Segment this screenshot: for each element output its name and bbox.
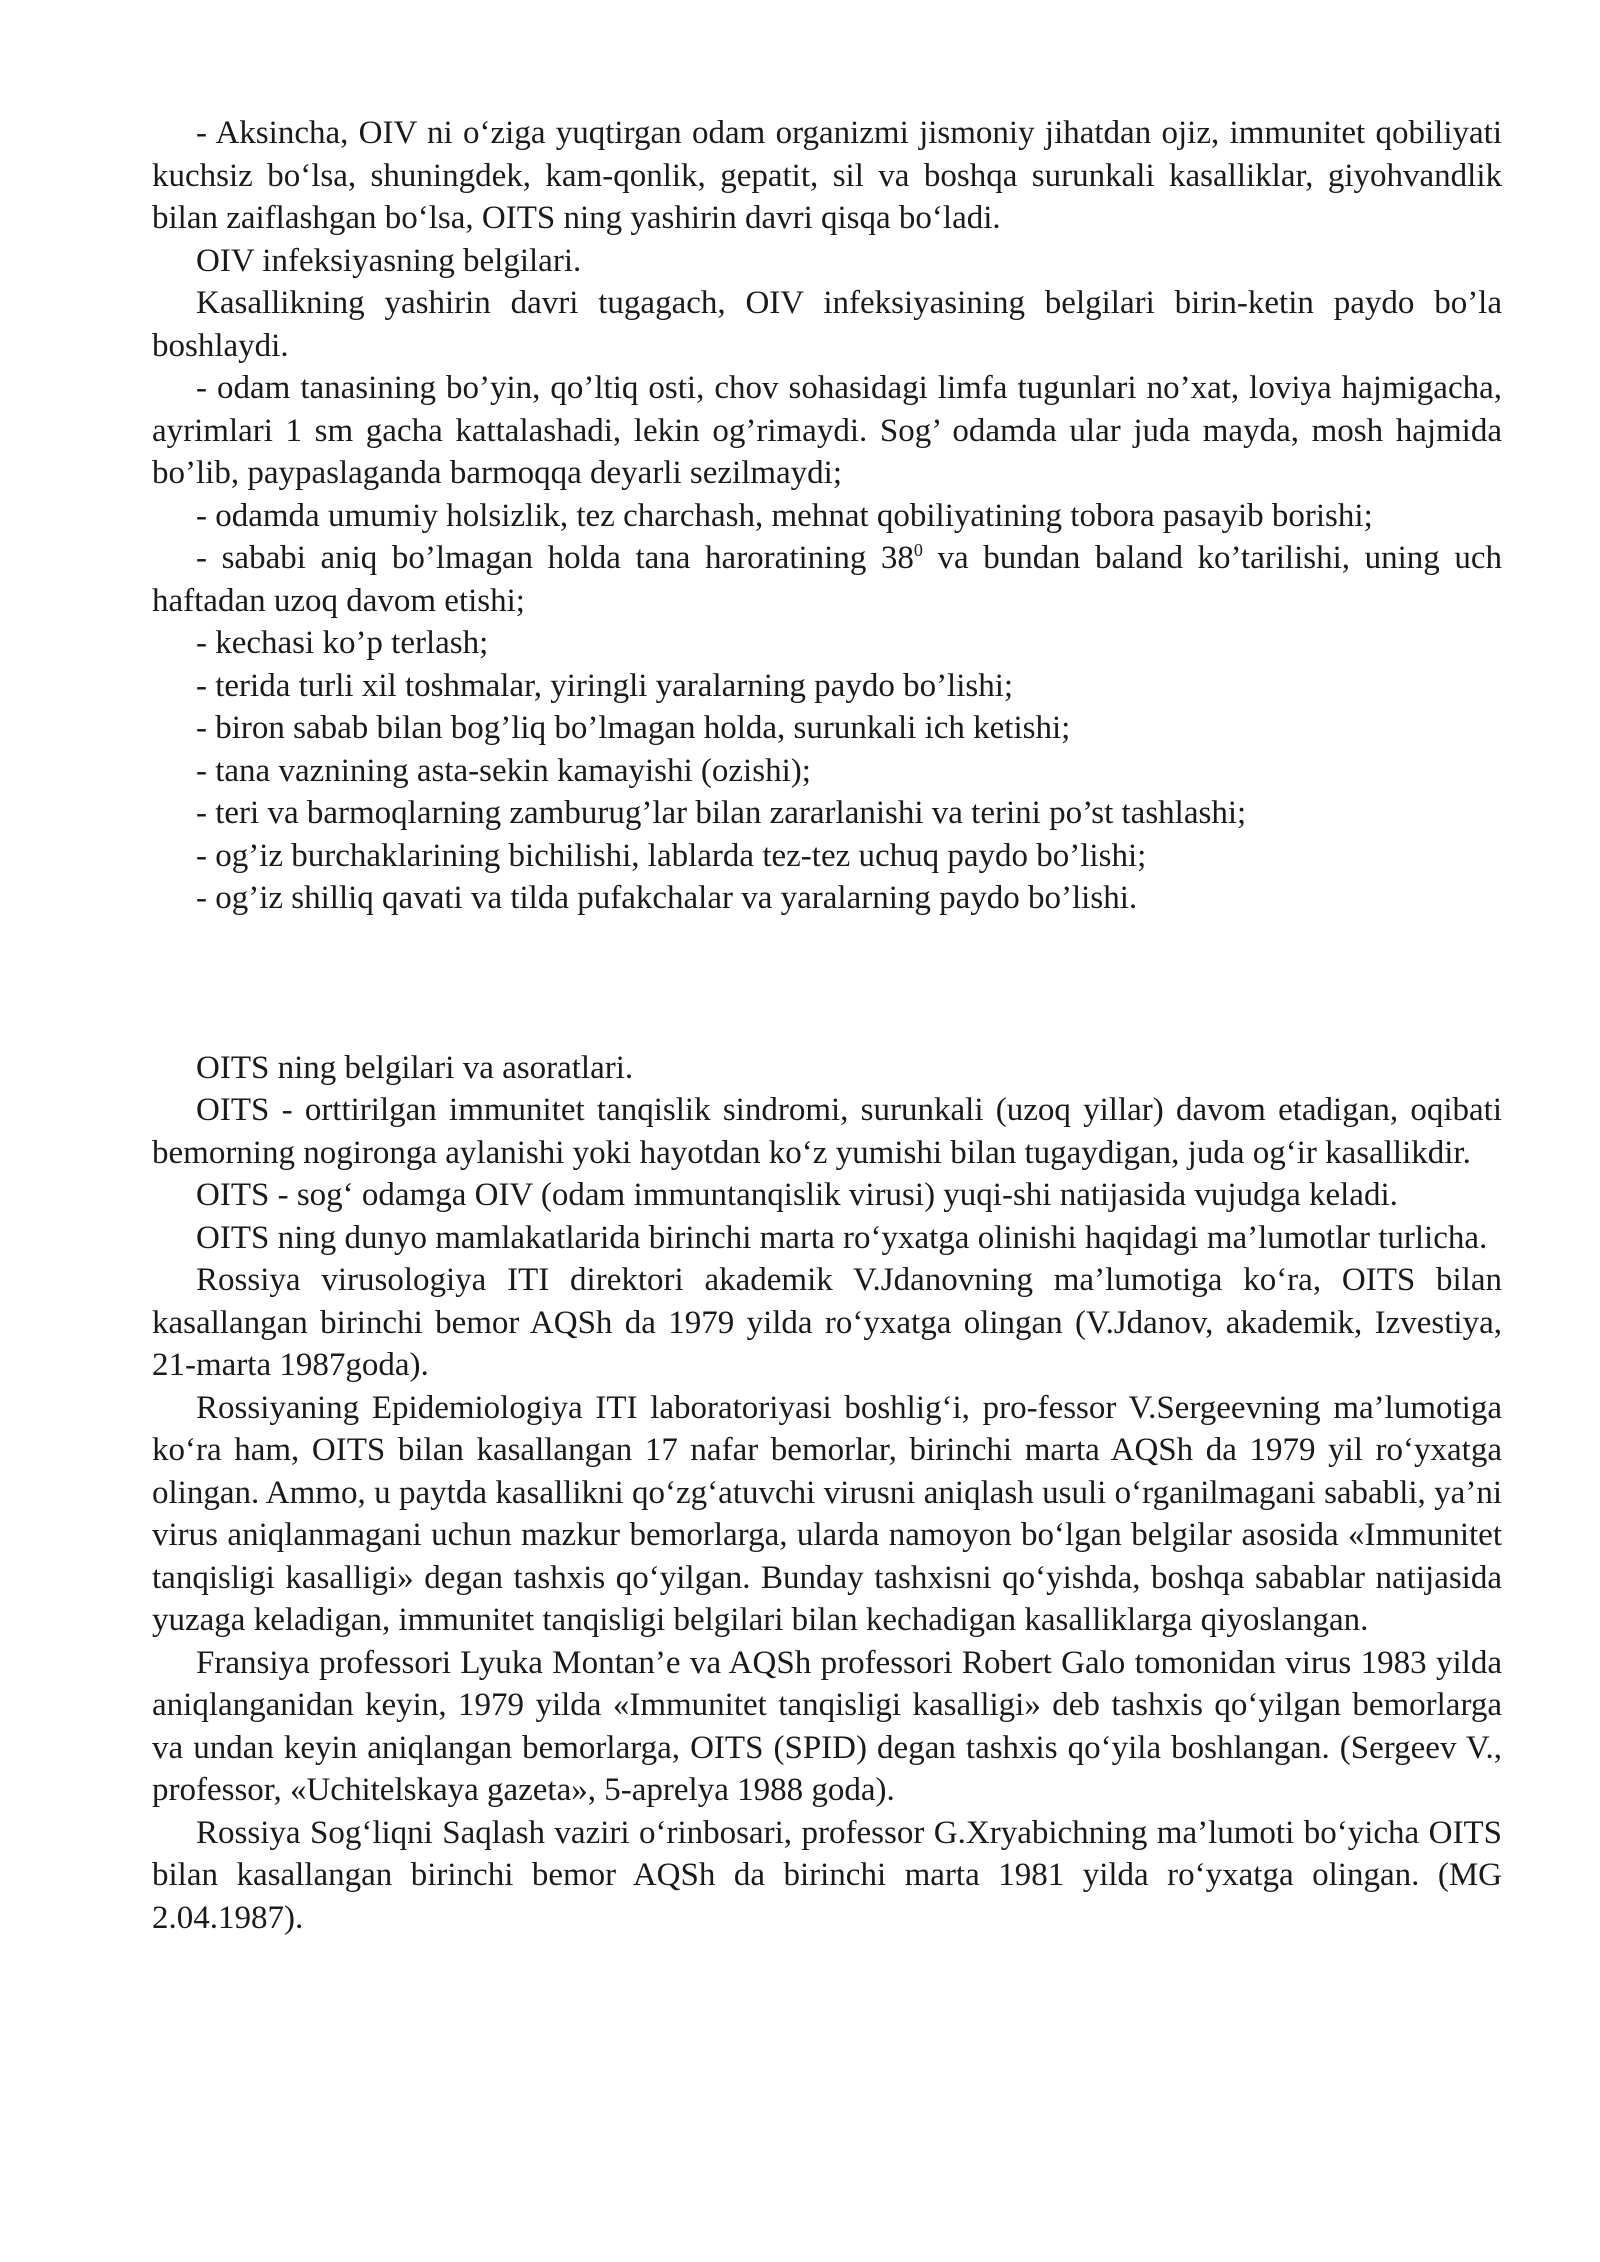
superscript: 0: [913, 540, 923, 560]
section-heading: OITS ning belgilari va asoratlari.: [196, 1049, 634, 1086]
list-item: - og’iz burchaklarining bichilishi, lablarda tez-tez uchuq paydo bo’lishi;: [196, 837, 1147, 874]
list-item: - teri va barmoqlarning zamburug’lar bilan zararlanishi va terini po’st tashlashi;: [196, 795, 1247, 831]
section-spacer: [152, 920, 1502, 1047]
paragraph: Rossiya Sog‘liqni Saqlash vaziri o‘rinbosari, professor G.Xryabichning ma’lumoti bo‘yicha OITS bilan kasallangan birinchi bemor AQSh da birinchi marta 1981 yilda ro‘yxatga olingan. (MG 2.04.1987).: [152, 1814, 1502, 1936]
list-item: - og’iz shilliq qavati va tilda pufakchalar va yaralarning paydo bo’lishi.: [196, 880, 1138, 916]
paragraph: OITS - sog‘ odamga OIV (odam immuntanqislik virusi) yuqi-shi natijasida vujudga keladi.: [196, 1177, 1398, 1213]
paragraph: Rossiyaning Epidemiologiya ITI laboratoriyasi boshlig‘i, pro-fessor V.Sergeevning ma’lumotiga ko‘ra ham, OITS bilan kasallangan 17 nafar bemorlar, birinchi marta AQSh da 1979 yil ro‘yxatga olingan. Ammo, u paytda kasallikni qo‘zg‘atuvchi virusni aniqlash usuli o‘rganilmagani sababli, ya’ni virus aniqlanmagani uchun mazkur bemorlarga, ularda namoyon bo‘lgan belgilar asosida «Immunitet tanqisligi kasalligi» degan tashxis qo‘yilgan. Bunday tashxisni qo‘yishda, boshqa sabablar natijasida yuzaga keladigan, immunitet tanqisligi belgilari bilan kechadigan kasalliklarga qiyoslangan.: [152, 1389, 1502, 1638]
list-item: - terida turli xil toshmalar, yiringli yaralarning paydo bo’lishi;: [196, 667, 1014, 704]
paragraph: OITS - orttirilgan immunitet tanqislik sindromi, surunkali (uzoq yillar) davom etadigan, oqibati bemorning nogironga aylanishi yoki hayotdan ko‘z yumishi bilan tugaydigan, juda og‘ir kasallikdir.: [152, 1092, 1502, 1171]
list-item: - odam tanasining bo’yin, qo’ltiq osti, chov sohasidagi limfa tugunlari no’xat, loviya hajmigacha, ayrimlari 1 sm gacha kattalashadi, lekin og’rimaydi. Sog’ odamda ular juda mayda, mosh hajmida bo’lib, paypaslaganda barmoqqa deyarli sezilmaydi;: [152, 370, 1502, 491]
list-item: - biron sabab bilan bog’liq bo’lmagan holda, surunkali ich ketishi;: [196, 710, 1071, 746]
paragraph: Kasallikning yashirin davri tugagach, OIV infeksiyasining belgilari birin-ketin paydo bo’la boshlaydi.: [152, 285, 1502, 364]
list-item: - kechasi ko’p terlash;: [196, 625, 489, 661]
list-item-text: - sababi aniq bo’lmagan holda tana haroratining 38: [196, 540, 914, 576]
list-item: - tana vaznining asta-sekin kamayishi (ozishi);: [196, 752, 811, 789]
section-heading: OIV infeksiyasning belgilari.: [196, 242, 582, 279]
paragraph: OITS ning dunyo mamlakatlarida birinchi marta ro‘yxatga olinishi haqidagi ma’lumotlar turlicha.: [196, 1219, 1488, 1256]
paragraph: Rossiya virusologiya ITI direktori akademik V.Jdanovning ma’lumotiga ko‘ra, OITS bilan kasallangan birinchi bemor AQSh da 1979 yilda ro‘yxatga olingan (V.Jdanov, akademik, Izvestiya, 21-marta 1987goda).: [152, 1262, 1502, 1383]
document-page: [152, 112, 1502, 1939]
list-item-text: va bundan baland ko’tarilishi, uning uch haftadan uzoq davom etishi;: [152, 540, 1502, 619]
list-item: - odamda umumiy holsizlik, tez charchash, mehnat qobiliyatining tobora pasayib borishi;: [196, 497, 1373, 534]
paragraph: - Aksincha, OIV ni o‘ziga yuqtirgan odam organizmi jismoniy jihatdan ojiz, immunitet qobiliyati kuchsiz bo‘lsa, shuningdek, kam-qonlik, gepatit, sil va boshqa surunkali kasalliklar, giyohvandlik bilan zaiflashgan bo‘lsa, OITS ning yashirin davri qisqa bo‘ladi.: [152, 115, 1502, 236]
list-item: [152, 537, 1502, 622]
paragraph: Fransiya professori Lyuka Montan’e va AQSh professori Robert Galo tomonidan virus 1983 yilda aniqlanganidan keyin, 1979 yilda «Immunitet tanqisligi kasalligi» deb tashxis qo‘yilgan bemorlarga va undan keyin aniqlangan bemorlarga, OITS (SPID) degan tashxis qo‘yila boshlangan. (Sergeev V., professor, «Uchitelskaya gazeta», 5-aprelya 1988 goda).: [152, 1644, 1502, 1808]
